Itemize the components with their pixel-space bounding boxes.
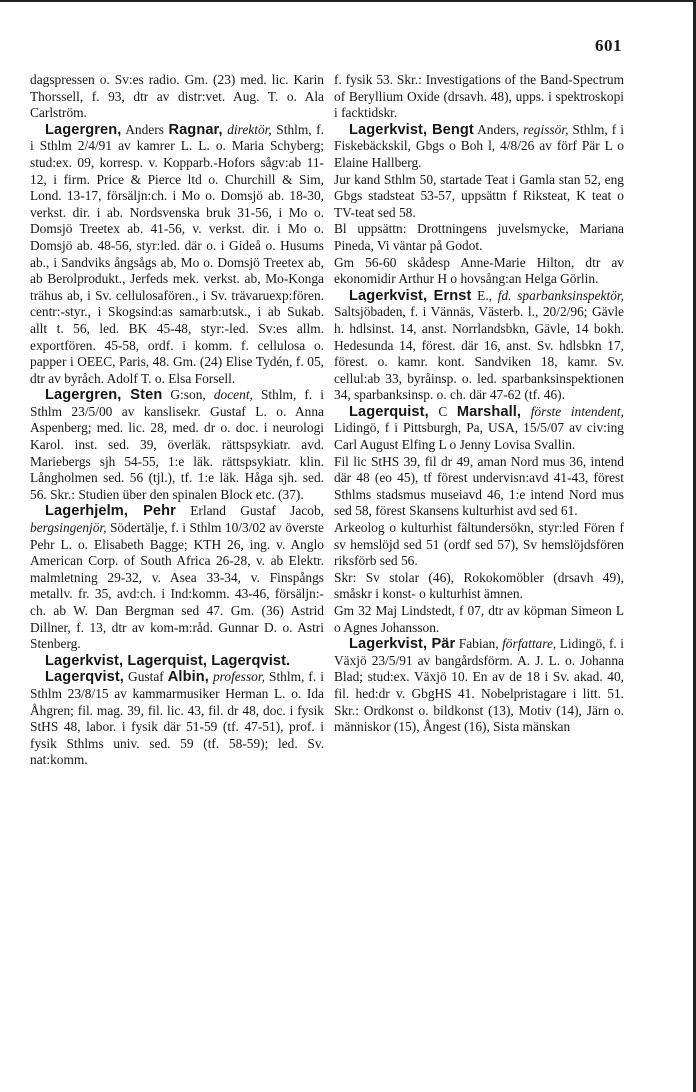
entry-text: Södertälje, f. i Sthlm 10/3/02 av överste Pehr L. o. Elisabeth Bagge; KTH 26, ing. v. Anglo American Corp. of South Africa 26-28, v. ab Elektr. malmletning 29-32, v. Asea 33-34, v. Finspångs metallv. fr. 35, avd:ch. i Ind:komm. 43-46, försäljn:-ch. ab W. Dan Bergman sed 47. Gm. (36) Astrid Dillner, f. 13, dtr av kom-m:råd. Gunnar D. o. Astri Stenberg. (30, 520, 324, 652)
cross-reference-text: Lagerkvist, Lagerquist, Lagerqvist. (45, 652, 291, 669)
entry-assignments: Arkeolog o kulturhist fältundersökn, styr:led Fören f sv hemslöjd sed 51 (ordf sed 57), Sv hemslöjdsfören riksförb sed 56. (334, 520, 624, 569)
entry-calling-name: Bengt (427, 121, 474, 138)
entry-calling-name: Sten (121, 387, 163, 404)
entry-title: direktör, (222, 121, 272, 137)
entry-family: Gm 32 Maj Lindstedt, f 07, dtr av köpman Simeon L o Agnes Johansson. (334, 603, 624, 635)
entry-lagerkvist-ernst (334, 288, 624, 404)
entry-works: Bl uppsättn: Drottningens juvelsmycke, Mariana Pineda, Vi väntar på Godot. (334, 221, 624, 253)
entry-given-names: E., (471, 287, 493, 303)
entry-surname: Lagergren, (45, 121, 122, 138)
entry-title: regissör, (519, 121, 569, 137)
entry-text: Sthlm, f. i Sthlm 23/8/15 av kammarmusiker Herman L. o. Ida Åhgren; fil. mag. 39, fil. lic. 43, fil. dr 48, doc. i fysik StHS 48, labor. i fysik där 51-59 (tf. 47-51), prof. i fysik Sthlms univ. sed. 59 (tf. 58-59); led. Sv. nat:komm. (30, 669, 324, 768)
entry-text: Sthlm, f. i Sthlm 23/5/00 av kanslisekr. Gustaf L. o. Anna Aspenberg; med. lic. 28, med. dr o. doc. i neurologi Karol. inst. sed. 39, överläk. rättspsykiatr. avd. Mariebergs sjh 54-55, 1:e läk. rättspsykiatr. klin. Långholmen sed. 56 (tjl.), tf. 1:e läk. Håga sjh. sed. 56. Skr.: Studien über den spinalen Block etc. (37). (30, 387, 324, 502)
entry-calling-name: Ernst (427, 287, 472, 304)
entry-given-names: Erland Gustaf Jacob, (175, 503, 325, 519)
entry-continuation: f. fysik 53. Skr.: Investigations of the Band-Spectrum of Beryllium Oxide (drsavh. 48), upps. i spektroskopi i facktidskr. (334, 72, 624, 121)
entry-given-names: Gustaf (123, 669, 168, 685)
entry-continuation: dagspressen o. Sv:es radio. Gm. (23) med. lic. Karin Thorssell, f. 93, dtr av distr:vet. Aug. T. o. Ala Carlström. (30, 72, 324, 121)
left-column (30, 72, 324, 769)
entry-text: Saltsjöbaden, f. i Vännäs, Västerb. l., 20/2/96; Gävle h. hdlsinst. 14, anst. Norrlandsbkn, Gävle, 14 bokh. Hedesunda 14, förest. där 16, anst. Sv. hdlsbkn 17, förest. o. kamr. kont. Sandviken 18, kamr. Sv. cellul:ab 33, byråinsp. o. led. sparbanksinspektionen 34, sparbanksinsp. o. ch. där 47-62 (tf. 46). (334, 304, 624, 403)
entry-surname: Lagerhjelm, (45, 503, 129, 520)
entry-text: Lidingö, f i Pittsburgh, Pa, USA, 15/5/07 av civ:ing Carl August Elfing L o Jenny Lovisa Svallin. (334, 420, 624, 453)
entry-given-names: Fabian, (455, 636, 499, 652)
entry-family: Gm 56-60 skådesp Anne-Marie Hilton, dtr av ekonomidir Arthur H o hovsång:an Helga Görlin. (334, 254, 624, 287)
cross-reference (30, 653, 324, 670)
page-top-rule (0, 0, 696, 2)
entry-text: Sthlm, f i Fiskebäckskil, Gbgs o Boh l, 4/8/26 av förf Pär L o Elaine Hallberg. (334, 121, 624, 170)
entry-title: docent, (205, 387, 253, 403)
entry-calling-name: Pehr (128, 503, 176, 520)
entry-given-names: Anders, (473, 121, 520, 137)
entry-lagerkvist-par (334, 636, 624, 736)
entry-career: Jur kand Sthlm 50, startade Teat i Gamla stan 52, eng Gbgs stadsteat 53-57, uppsättn f Riksteat, K teat o TV-teat sed 58. (334, 171, 624, 220)
entry-lagerhjelm (30, 503, 324, 652)
entry-title: författare, (498, 636, 557, 652)
entry-surname: Lagerkvist, (349, 287, 428, 304)
entry-calling-name: Pär (427, 636, 456, 653)
entry-text: Lidingö, f. i Växjö 23/5/91 av bangårdsförm. A. J. L. o. Johanna Blad; stud:ex. Växjö 10. En av de 18 i Sv. akad. 40, fil. hed:dr v. GbgHS 41. Nobelpristagare i litt. 51. Skr.: Ordkonst o. bildkonst (13), Motiv (14), Järn o. människor (15), Ångest (16), Sista mänskan (334, 636, 624, 735)
entry-surname: Lagerquist, (349, 403, 429, 420)
entry-surname: Lagergren, (45, 387, 122, 404)
right-column (334, 72, 624, 736)
entry-works: Skr: Sv stolar (46), Rokokomöbler (drsavh 49), småskr i konst- o kulturhist ämnen. (334, 569, 624, 602)
entry-text: Sthlm, f. i Sthlm 2/4/91 av kamrer L. L. o. Maria Schyberg; stud:ex. 09, korresp. v. Kopparb.-Hofors sågv:ab 11-12, i firm. Price & Pierce ltd o. Churchill & Sim, Lond. 13-17, försäljn:ch. i Mo o. Domsjö ab. 18-30, verkst. dir. i ab. Nordsvenska bruk 31-56, i Mo o. Domsjö Treetex ab. 41-56, v. verkst. dir. i Mo o. Domsjö ab. 48-56, styr:led. där o. i Gideå o. Husums ab., i Sandviks ångsågs ab, Mo o. Domsjö Treetex ab, ab Berolprodukt., Jerfeds mek. verkst. ab, Mo-Konga trähus ab, i Sv. cellulosafören., i Sv. trävaruexp:fören. centr:-styr., i Skogsind:as samarb:utsk., i ab Sukab. allt t. 56, led. BK 45-48, styr:-led. Sv:es allm. exportfören. 45-58, ordf. i komm. f. cellulosa o. papper i OEEC, Paris, 48. Gm. (24) Elise Tydén, f. 05, dtr av byråch. Adolf T. o. Elsa Forsell. (30, 121, 324, 386)
entry-title: förste intendent, (521, 403, 624, 419)
entry-surname: Lagerkvist, (349, 636, 428, 653)
entry-lagerqvist (30, 669, 324, 769)
entry-calling-name: Ragnar, (168, 121, 223, 138)
entry-surname: Lagerqvist, (45, 669, 124, 686)
entry-title: bergsingenjör, (30, 520, 107, 536)
entry-calling-name: Albin, (167, 669, 209, 686)
page-number: 601 (595, 36, 622, 55)
entry-title: fd. sparbanksinspektör, (492, 287, 624, 303)
entry-lagerkvist-bengt (334, 122, 624, 172)
entry-career: Fil lic StHS 39, fil dr 49, aman Nord mus 36, intend där 48 (eo 45), tf förest undervisn:avd 41-43, förest Sthlms stadsmus museiavd 46, 1:e intend Nord mus sed 58, förest Skansens kulturhist avd sed 61. (334, 453, 624, 519)
entry-lagerquist-marshall (334, 404, 624, 454)
entry-surname: Lagerkvist, (349, 121, 428, 138)
entry-given-names: C (428, 403, 457, 419)
entry-calling-name: Marshall, (456, 403, 522, 420)
entry-title: professor, (208, 669, 265, 685)
entry-given-names: G:son, (162, 387, 206, 403)
entry-lagergren-anders (30, 122, 324, 388)
entry-given-names: Anders (121, 121, 169, 137)
entry-lagergren-sten (30, 387, 324, 503)
